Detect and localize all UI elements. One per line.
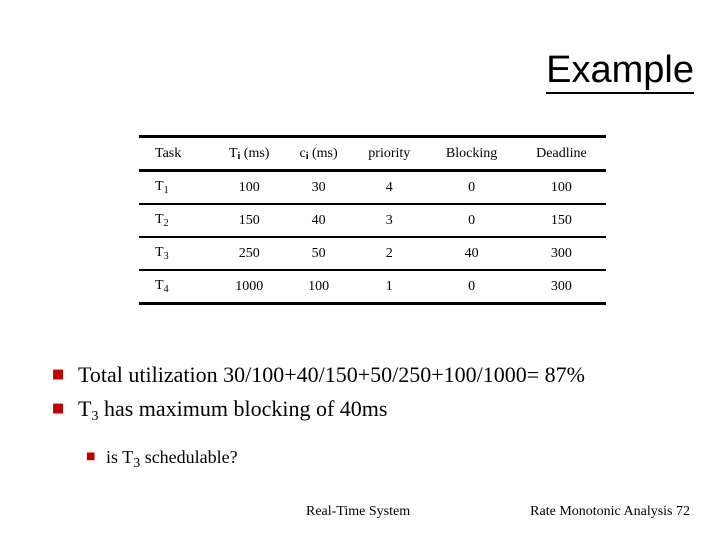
header-period: Ti (ms) [228, 145, 270, 162]
cell-deadline: 150 [550, 212, 572, 228]
cell-period: 150 [238, 212, 260, 228]
cell-priority: 4 [385, 179, 393, 195]
cell-task: $T_4$ [155, 278, 169, 295]
header-priority: priority [368, 145, 411, 161]
cell-blocking: 40 [464, 245, 479, 261]
cell-cost: 30 [311, 179, 326, 195]
table-row [139, 237, 606, 270]
header-deadline: Deadline [536, 145, 587, 161]
cell-deadline: 100 [550, 179, 572, 195]
cell-task: $T_2$ [155, 212, 169, 229]
cell-blocking: 0 [468, 179, 476, 195]
cell-deadline: 300 [550, 278, 572, 294]
slide-title: Example [546, 48, 694, 94]
bullet-text: is $T_3$ schedulable? [106, 447, 238, 471]
cell-priority: 2 [385, 245, 393, 261]
table-header-row [139, 137, 606, 171]
footer-page: Rate Monotonic Analysis 72 [530, 504, 690, 519]
sub-bullet-schedulable [86, 442, 585, 479]
cell-deadline: 300 [550, 245, 572, 261]
cell-period: 250 [238, 245, 260, 261]
bullet-text: T3 has maximum blocking of 40ms [78, 396, 388, 424]
table-row [139, 270, 606, 304]
header-blocking: Blocking [445, 145, 498, 161]
task-table [139, 135, 606, 305]
header-task: Task [155, 145, 182, 161]
cell-blocking: 0 [468, 212, 476, 228]
square-bullet-icon: ■ [86, 451, 96, 462]
bullet-utilization [52, 358, 585, 392]
cell-cost: 50 [311, 245, 326, 261]
header-cost: ci (ms) [299, 145, 338, 162]
cell-task: $T_3$ [155, 245, 169, 262]
square-bullet-icon: ■ [52, 367, 65, 382]
cell-cost: 40 [311, 212, 326, 228]
cell-priority: 1 [385, 278, 393, 294]
cell-priority: 3 [385, 212, 393, 228]
cell-cost: 100 [308, 278, 330, 294]
bullet-blocking [52, 392, 585, 434]
bullet-text: Total utilization 30/100+40/150+50/250+100/1000= 87% [78, 362, 585, 387]
footer-course: Real-Time System [306, 504, 411, 519]
cell-period: 1000 [235, 278, 264, 294]
square-bullet-icon: ■ [52, 401, 65, 416]
table-row [139, 171, 606, 205]
bullet-list [52, 358, 585, 479]
table-row [139, 204, 606, 237]
cell-period: 100 [238, 179, 260, 195]
cell-blocking: 0 [468, 278, 476, 294]
cell-task: $T_1$ [155, 179, 169, 196]
